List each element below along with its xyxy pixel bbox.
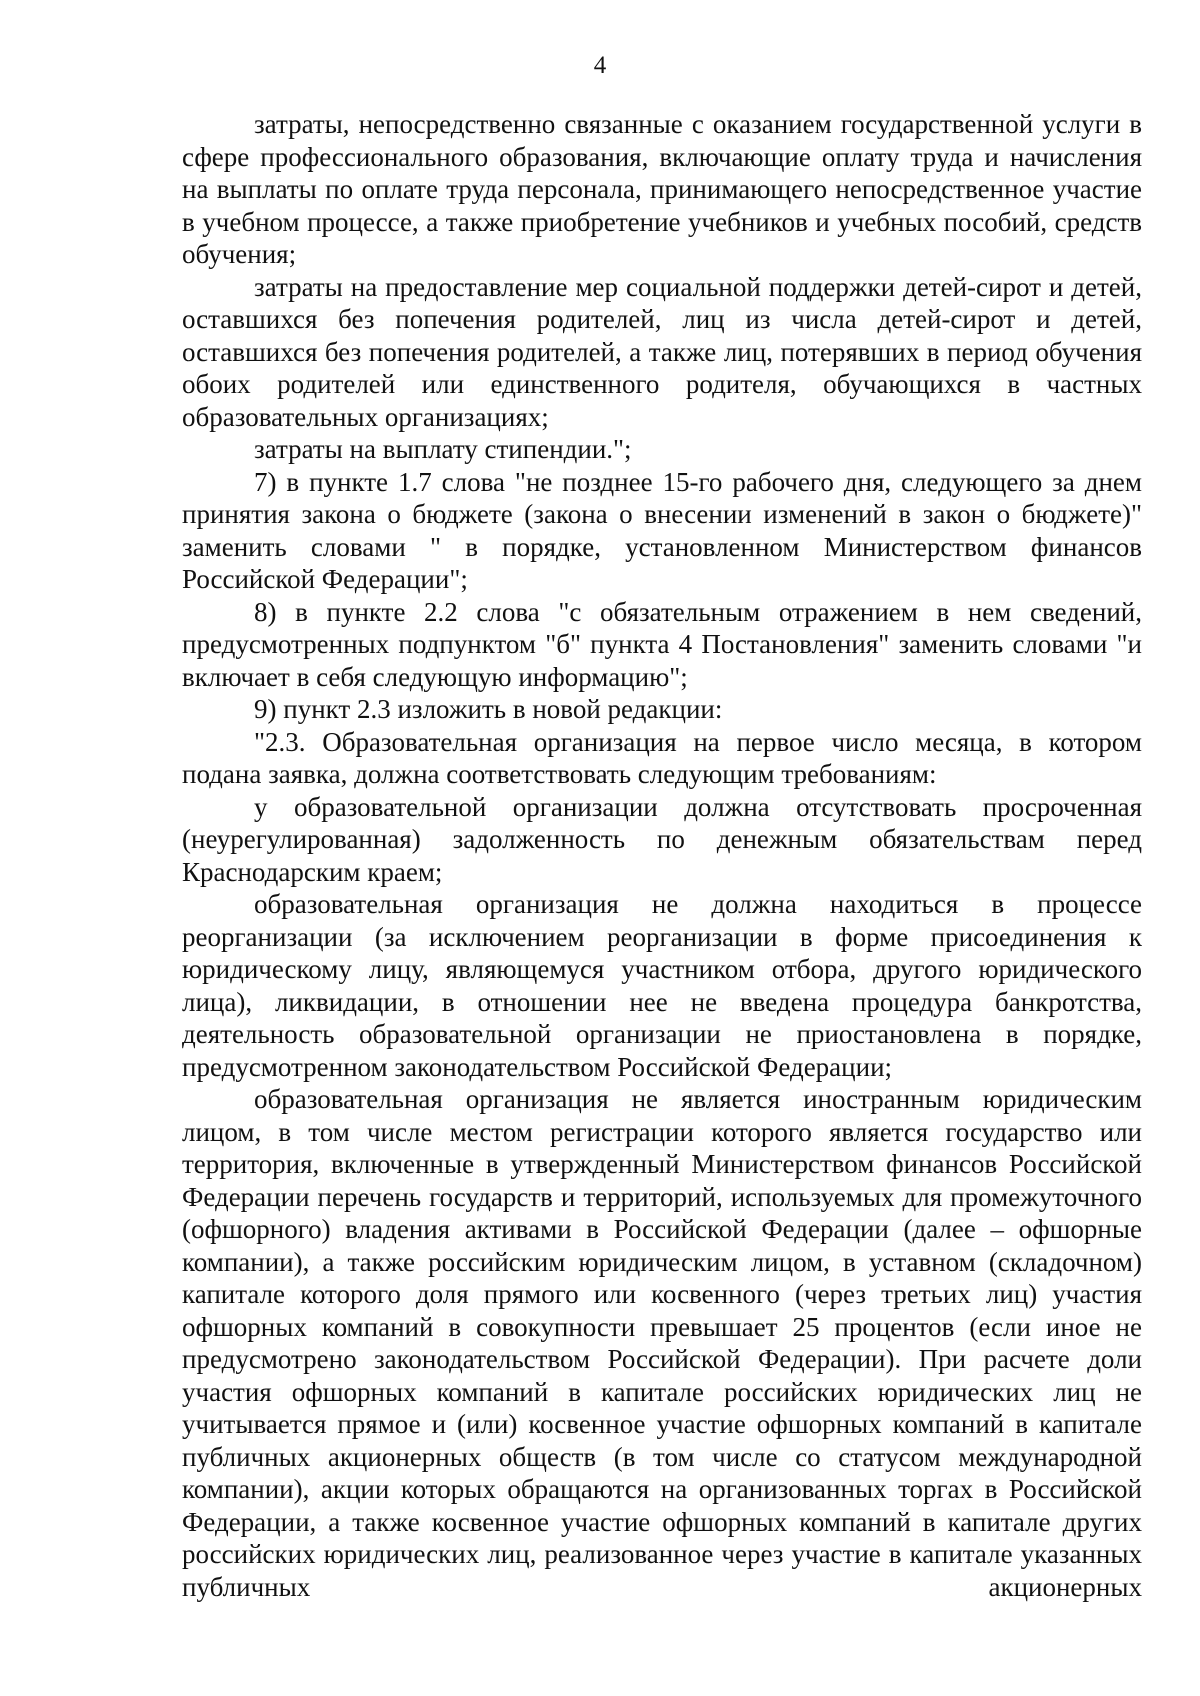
paragraph: затраты на предоставление мер социальной поддержки детей-сирот и детей, оставшихся без попечения родителей, лиц из числа детей-сирот и детей, оставшихся без попечения родителей, а также лиц, потерявших в период обучения обоих родителей или единственного родителя, обучающихся в частных образовательных организациях; xyxy=(182,271,1142,432)
paragraph: 9) пункт 2.3 изложить в новой редакции: xyxy=(254,694,723,724)
paragraph: образовательная организация не является иностранным юридическим лицом, в том числе местом регистрации которого является государство или территория, включенные в утвержденный Министерством финансов Российской Федерации перечень государств и территорий, используемых для промежуточного (офшорного) владения активами в Российской Федерации (далее – офшорные компании), а также российским юридическим лицом, в уставном (складочном) капитале которого доля прямого или косвенного (через третьих лиц) участия офшорных компаний в совокупности превышает 25 процентов (если иное не предусмотрено законодательством Российской Федерации). При расчете доли участия офшорных компаний в капитале российских юридических лиц не учитывается прямое и (или) косвенное участие офшорных компаний в капитале публичных акционерных обществ (в том числе со статусом международной компании), акции которых обращаются на организованных торгах в Российской Федерации, а также косвенное участие офшорных компаний в капитале других российских юридических лиц, реализованное через участие в капитале указанных публичных акционерных xyxy=(182,1084,1142,1602)
paragraph: затраты на выплату стипендии."; xyxy=(254,434,632,464)
paragraph: у образовательной организации должна отсутствовать просроченная (неурегулированная) задолженность по денежным обязательствам перед Краснодарским краем; xyxy=(182,791,1142,887)
paragraph: 8) в пункте 2.2 слова "с обязательным отражением в нем сведений, предусмотренных подпунктом "б" пункта 4 Постановления" заменить словами "и включает в себя следующую информацию"; xyxy=(182,596,1142,692)
paragraph: образовательная организация не должна находиться в процессе реорганизации (за исключением реорганизации в форме присоединения к юридическому лицу, являющемуся участником отбора, другого юридического лица), ликвидации, в отношении нее не введена процедура банкротства, деятельность образовательной организации не приостановлена в порядке, предусмотренном законодательством Российской Федерации; xyxy=(182,889,1142,1082)
page-number: 4 xyxy=(593,52,607,79)
document-body xyxy=(182,108,1142,1603)
paragraph: 7) в пункте 1.7 слова "не позднее 15-го рабочего дня, следующего за днем принятия закона о бюджете (закона о внесении изменений в закон о бюджете)" заменить словами " в порядке, установленном Министерством финансов Российской Федерации"; xyxy=(182,466,1142,594)
paragraph: "2.3. Образовательная организация на первое число месяца, в котором подана заявка, должна соответствовать следующим требованиям: xyxy=(182,726,1142,789)
paragraph: затраты, непосредственно связанные с оказанием государственной услуги в сфере профессионального образования, включающие оплату труда и начисления на выплаты по оплате труда персонала, принимающего непосредственное участие в учебном процессе, а также приобретение учебников и учебных пособий, средств обучения; xyxy=(182,109,1142,269)
